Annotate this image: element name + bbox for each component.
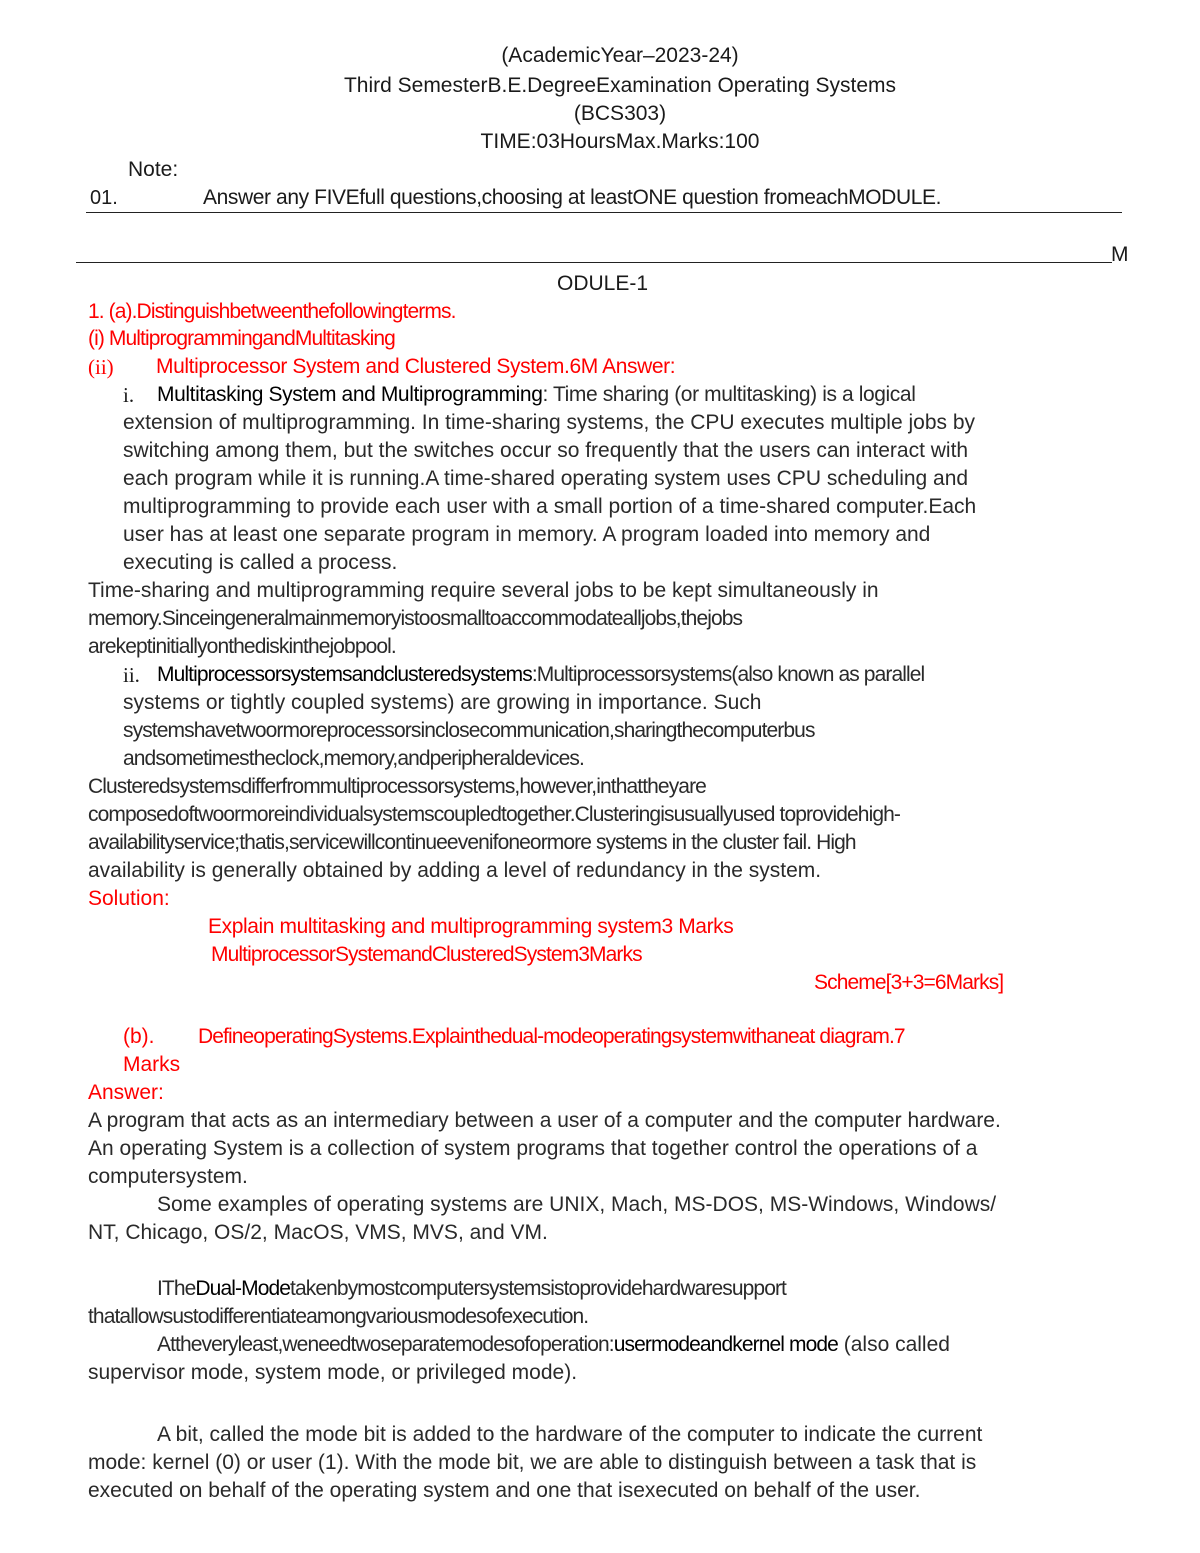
q1b-number: (b). — [123, 1025, 155, 1048]
note-underline — [86, 212, 1122, 213]
answer-i-title-text: Multitasking System and Multiprogramming — [157, 383, 543, 406]
q1a-item-ii-text: Multiprocessor System and Clustered System.6M Answer: — [156, 355, 676, 378]
answer-ii-first-line — [157, 661, 924, 689]
solution-line2: MultiprocessorSystemandClusteredSystem3Marks — [211, 943, 642, 966]
definition-line1: A program that acts as an intermediary between a user of a computer and the computer hardware. — [88, 1109, 1001, 1132]
q1b-marks: Marks — [123, 1053, 181, 1076]
module-m-letter: M — [1111, 243, 1129, 266]
timesharing-line2: memory.Sinceingeneralmainmemoryistoosmalltoaccommodatealljobs,thejobs — [88, 607, 743, 630]
answer-i-line5: multiprogramming to provide each user with a small portion of a time-shared computer.Each — [123, 495, 977, 518]
note-number: 01. — [90, 187, 118, 209]
answer-ii-number: ii. — [123, 663, 140, 687]
examples-line1: Some examples of operating systems are UNIX, Mach, MS-DOS, MS-Windows, Windows/ — [157, 1193, 997, 1216]
twomodes-bold: usermodeandkernel mode — [613, 1333, 838, 1356]
solution-scheme: Scheme[3+3=6Marks] — [814, 971, 1004, 994]
timesharing-line3: arekeptinitiallyonthediskinthejobpool. — [88, 635, 396, 658]
q1a-item-i: (i) MultiprogrammingandMultitasking — [88, 327, 395, 350]
clustered-line2: composedoftwoormoreindividualsystemscoupledtogether.Clusteringisusuallyused toprovidehigh- — [88, 803, 900, 826]
q1a-heading: 1. (a).Distinguishbetweenthefollowingterms. — [88, 300, 456, 323]
academic-year: (AcademicYear–2023-24) — [501, 44, 739, 67]
dualmode-rest: takenbymostcomputersystemsistoprovidehardwaresupport — [290, 1277, 786, 1300]
module-title: ODULE-1 — [557, 272, 649, 295]
clustered-line1: Clusteredsystemsdifferfrommultiprocessorsystems,however,inthattheyare — [88, 775, 706, 798]
dualmode-line1 — [157, 1275, 786, 1303]
answer-ii-line2: systems or tightly coupled systems) are growing in importance. Such — [123, 691, 762, 714]
timesharing-line1: Time-sharing and multiprogramming require several jobs to be kept simultaneously in — [88, 579, 879, 602]
answer-i-line7: executing is called a process. — [123, 551, 398, 574]
answer-ii-line3: systemshavetwoormoreprocessorsinclosecommunication,sharingthecomputerbus — [123, 719, 815, 742]
answer-i-line4: each program while it is running.A time-shared operating system uses CPU scheduling and — [123, 467, 969, 490]
note-text: Answer any FIVEfull questions,choosing at leastONE question fromeachMODULE. — [203, 186, 942, 209]
examples-line2: NT, Chicago, OS/2, MacOS, VMS, MVS, and VM. — [88, 1221, 548, 1244]
clustered-line4: availability is generally obtained by adding a level of redundancy in the system. — [88, 859, 822, 882]
definition-line2: An operating System is a collection of system programs that together control the operations of a — [88, 1137, 978, 1160]
twomodes-rest: (also called — [837, 1333, 950, 1356]
modebit-line2: mode: kernel (0) or user (1). With the mode bit, we are able to distinguish between a task that is — [88, 1451, 977, 1474]
answer-ii-title: Multiprocessorsystemsandclusteredsystems — [157, 663, 532, 686]
twomodes-line1 — [157, 1331, 950, 1359]
answer-i-line1: : Time sharing (or multitasking) is a logical — [542, 383, 916, 406]
answer-i-line3: switching among them, but the switches occur so frequently that the users can interact with — [123, 439, 969, 462]
answer-i-line6: user has at least one separate program in memory. A program loaded into memory and — [123, 523, 931, 546]
course-code: (BCS303) — [573, 102, 667, 125]
q1b-answer-label: Answer: — [88, 1081, 164, 1104]
answer-i-line2: extension of multiprogramming. In time-sharing systems, the CPU executes multiple jobs by — [123, 411, 976, 434]
solution-label: Solution: — [88, 887, 170, 910]
answer-ii-line1: :Multiprocessorsystems(also known as parallel — [531, 663, 925, 686]
dualmode-prefix: IThe — [157, 1277, 196, 1300]
answer-i-number: i. — [123, 383, 135, 407]
q1a-item-ii-number: (ii) — [88, 355, 114, 379]
exam-title: Third SemesterB.E.DegreeExamination Operating Systems — [343, 74, 897, 97]
answer-i-title — [157, 381, 915, 409]
clustered-line3: availabilityservice;thatis,servicewillcontinueevenifoneormore systems in the cluster fail. High — [88, 831, 856, 854]
solution-line1: Explain multitasking and multiprogramming system3 Marks — [208, 915, 734, 938]
modebit-line1: A bit, called the mode bit is added to the hardware of the computer to indicate the current — [157, 1423, 983, 1446]
twomodes-line2: supervisor mode, system mode, or privileged mode). — [88, 1361, 578, 1384]
modebit-line3: executed on behalf of the operating system and one that isexecuted on behalf of the user. — [88, 1479, 921, 1502]
q1b-text: DefineoperatingSystems.Explainthedual-modeoperatingsystemwithaneat diagram.7 — [198, 1025, 905, 1048]
twomodes-prefix: Attheveryleast,weneedtwoseparatemodesofoperation: — [157, 1333, 614, 1356]
note-label: Note: — [128, 158, 179, 181]
definition-line3: computersystem. — [88, 1165, 248, 1188]
dualmode-bold: Dual-Mode — [195, 1277, 291, 1300]
time-marks: TIME:03HoursMax.Marks:100 — [480, 130, 760, 153]
module-rule — [76, 262, 1112, 263]
dualmode-line2: thatallowsustodifferentiateamongvariousmodesofexecution. — [88, 1305, 589, 1328]
answer-ii-line4: andsometimestheclock,memory,andperipheraldevices. — [123, 747, 584, 770]
